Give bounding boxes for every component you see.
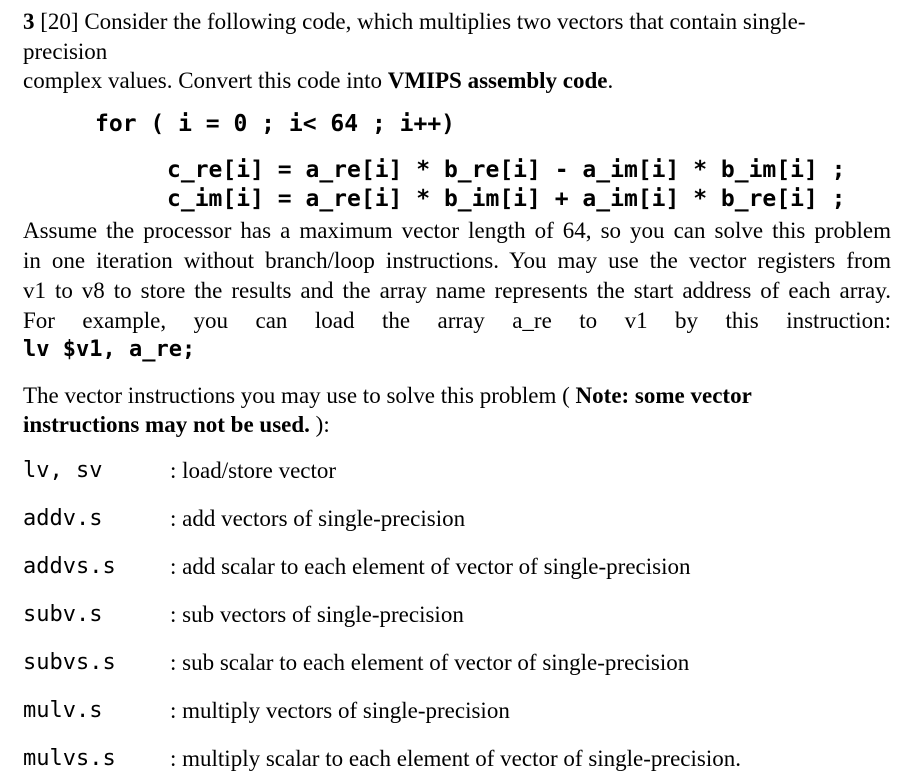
instruction-name: subv.s [23, 602, 103, 627]
assumption-line3: v1 to v8 to store the results and the array name represents the start address of each array. [23, 278, 891, 303]
instructions-intro-pre: The vector instructions you may use to solve this problem ( [23, 383, 576, 408]
instruction-description: : load/store vector [170, 458, 337, 483]
question-line3 [23, 66, 613, 96]
instruction-description: : add vectors of single-precision [170, 506, 466, 531]
question-emphasis: VMIPS assembly code [387, 68, 608, 93]
assumption-line4: For example, you can load the array a_re to v1 by this instruction: [23, 308, 891, 333]
example-code: lv $v1, a_re; [23, 337, 196, 362]
instruction-name: addv.s [23, 506, 103, 531]
instructions-note-bold2: instructions may not be used. [23, 412, 310, 437]
instruction-name: mulv.s [23, 698, 103, 723]
question-line2: precision [23, 39, 108, 64]
code-statement-real: c_re[i] = a_re[i] * b_re[i] - a_im[i] * b_im[i] ; [167, 157, 846, 183]
question-line1: Consider the following code, which multiplies two vectors that contain single- [84, 9, 806, 34]
instruction-description: : multiply scalar to each element of vector of single-precision. [170, 746, 741, 771]
instruction-description: : multiply vectors of single-precision [170, 698, 510, 723]
instruction-description: : add scalar to each element of vector of single-precision [170, 554, 691, 579]
assumption-line1: Assume the processor has a maximum vector length of 64, so you can solve this problem [23, 218, 891, 243]
instruction-description: : sub scalar to each element of vector of single-precision [170, 650, 690, 675]
instruction-name: mulvs.s [23, 746, 116, 771]
instruction-row [23, 504, 891, 534]
instructions-note-bold1: Note: some vector [575, 383, 752, 408]
code-loop-header: for ( i = 0 ; i< 64 ; i++) [95, 111, 456, 137]
question-number: 3 [23, 9, 35, 34]
instruction-row [23, 552, 891, 582]
question-line3-pre: complex values. Convert this code into [23, 68, 388, 93]
instruction-name: addvs.s [23, 554, 116, 579]
instruction-description: : sub vectors of single-precision [170, 602, 464, 627]
instruction-row [23, 648, 891, 678]
instruction-name: subvs.s [23, 650, 116, 675]
instruction-name: lv, sv [23, 458, 103, 483]
instructions-intro-line1 [23, 381, 752, 411]
instructions-intro-line2 [23, 410, 330, 440]
question-line3-post: . [607, 68, 614, 93]
instructions-intro-post: ): [309, 412, 330, 437]
code-statement-imag: c_im[i] = a_re[i] * b_im[i] + a_im[i] * b_re[i] ; [167, 186, 846, 212]
question-points: [20] [40, 9, 79, 34]
assumption-line2: in one iteration without branch/loop instructions. You may use the vector registers from [23, 248, 891, 273]
question-statement [23, 7, 891, 37]
instruction-row [23, 600, 891, 630]
instruction-row [23, 744, 891, 774]
instruction-row [23, 696, 891, 726]
instruction-row [23, 456, 891, 486]
